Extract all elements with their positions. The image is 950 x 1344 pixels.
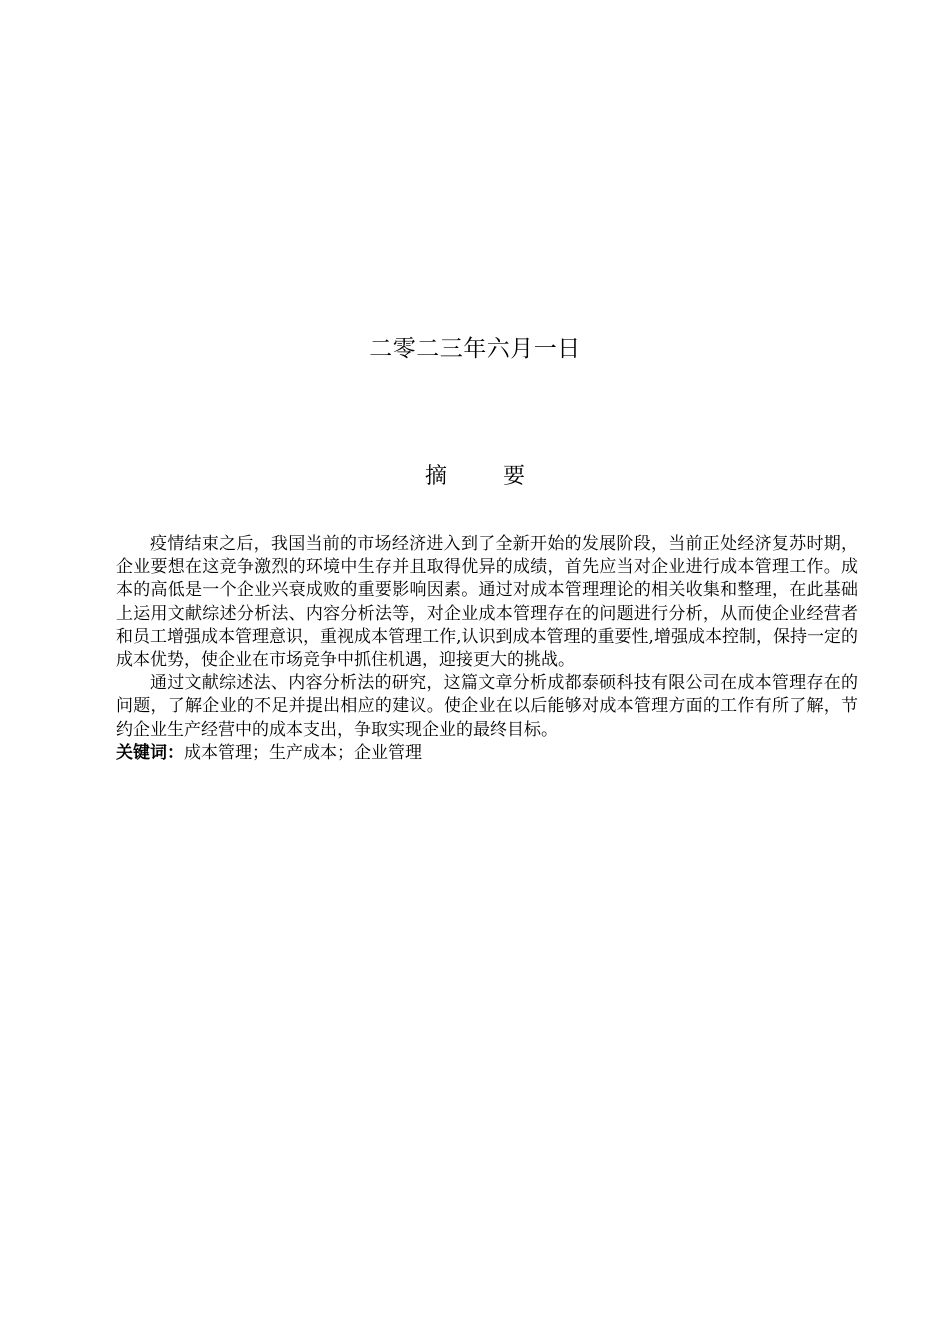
abstract-body: [116, 533, 858, 765]
abstract-heading: [0, 461, 950, 493]
document-date: 二零二三年六月一日: [369, 336, 581, 362]
keywords-label: 关键词：: [116, 742, 184, 763]
keywords-line: [116, 742, 858, 765]
abstract-heading-char-2: 要: [503, 464, 526, 489]
keywords-value: 成本管理；生产成本；企业管理: [184, 742, 422, 763]
abstract-heading-char-1: 摘: [424, 464, 447, 489]
abstract-paragraph-2: 通过文献综述法、内容分析法的研究，这篇文章分析成都泰硕科技有限公司在成本管理存在的问题，了解企业的不足并提出相应的建议。使企业在以后能够对成本管理方面的工作有所了解，节约企业生产经营中的成本支出，争取实现企业的最终目标。: [116, 673, 858, 740]
abstract-paragraph-1: 疫情结束之后，我国当前的市场经济进入到了全新开始的发展阶段，当前正处经济复苏时期，企业要想在这竞争激烈的环境中生存并且取得优异的成绩，首先应当对企业进行成本管理工作。成本的高低是一个企业兴衰成败的重要影响因素。通过对成本管理理论的相关收集和整理，在此基础上运用文献综述分析法、内容分析法等，对企业成本管理存在的问题进行分析，从而使企业经营者和员工增强成本管理意识，重视成本管理工作,认识到成本管理的重要性,增强成本控制，保持一定的成本优势，使企业在市场竞争中抓住机遇，迎接更大的挑战。: [116, 534, 858, 671]
